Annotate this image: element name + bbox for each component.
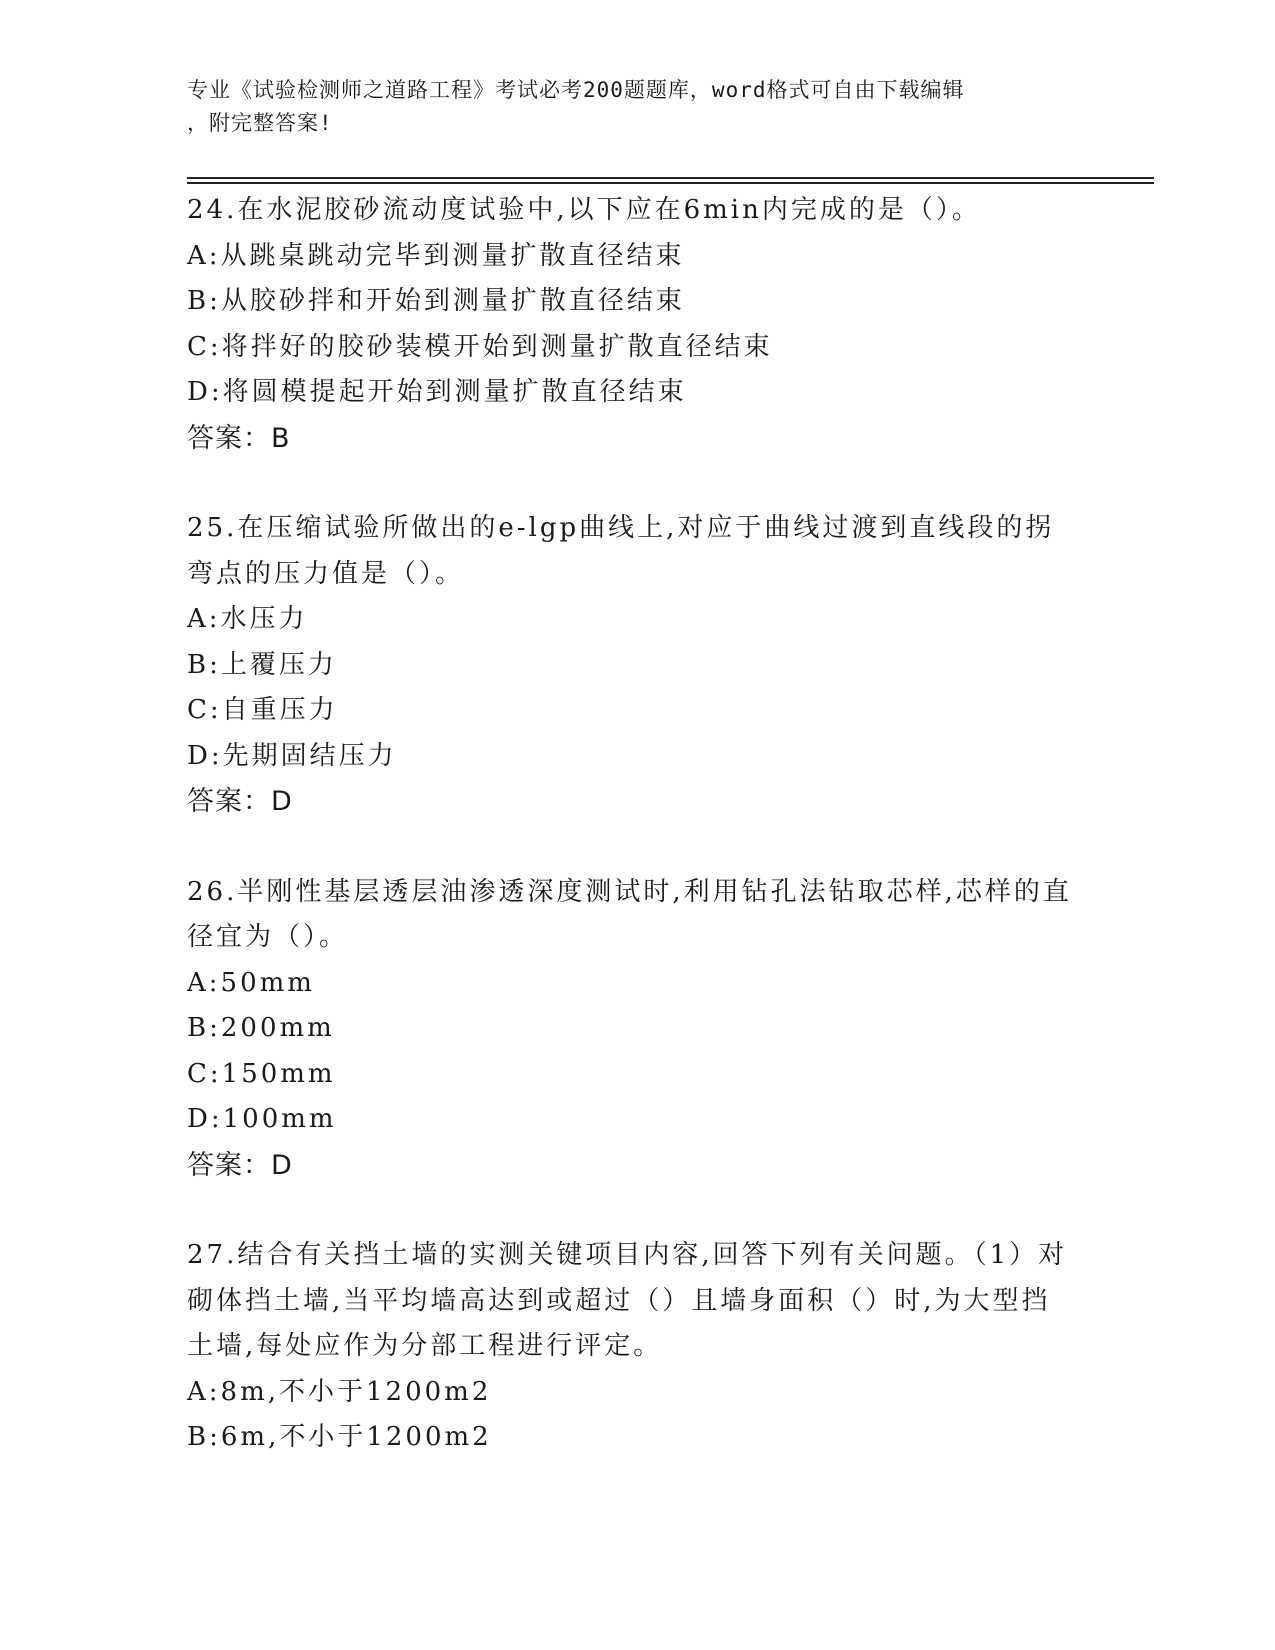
header-line-1: 专业《试验检测师之道路工程》考试必考200题题库，word格式可自由下载编辑 xyxy=(187,78,965,102)
option-b: B:6m,不小于1200m2 xyxy=(187,1422,492,1452)
option-c: C:150mm xyxy=(187,1058,336,1089)
question-stem: 土墙,每处应作为分部工程进行评定。 xyxy=(187,1331,663,1361)
option-b: B:上覆压力 xyxy=(187,649,337,680)
question-stem: 砌体挡土墙,当平均墙高达到或超过（）且墙身面积（）时,为大型挡 xyxy=(187,1285,1051,1316)
option-c: C:将拌好的胶砂装模开始到测量扩散直径结束 xyxy=(187,331,773,362)
header-divider-bottom xyxy=(187,182,1154,184)
answer-label: 答案：D xyxy=(187,786,293,817)
question-26 xyxy=(187,870,1087,1189)
option-a: A:8m,不小于1200m2 xyxy=(187,1376,492,1407)
option-a: A:50mm xyxy=(187,967,315,998)
question-stem: 弯点的压力值是（）。 xyxy=(187,558,465,589)
option-d: D:100mm xyxy=(187,1104,337,1134)
answer-label: 答案：D xyxy=(187,1149,293,1181)
question-27 xyxy=(187,1233,1087,1461)
question-stem: 径宜为（）。 xyxy=(187,922,349,952)
option-d: D:将圆模提起开始到测量扩散直径结束 xyxy=(187,377,687,407)
document-header xyxy=(187,74,1067,140)
option-a: A:水压力 xyxy=(187,604,308,634)
header-line-2: ，附完整答案! xyxy=(187,111,333,135)
question-24 xyxy=(187,188,1087,461)
question-list xyxy=(187,188,1087,1461)
option-b: B:从胶砂拌和开始到测量扩散直径结束 xyxy=(187,286,685,316)
option-b: B:200mm xyxy=(187,1013,335,1043)
question-stem: 27.结合有关挡土墙的实测关键项目内容,回答下列有关问题。（1）对 xyxy=(187,1240,1068,1270)
option-a: A:从跳桌跳动完毕到测量扩散直径结束 xyxy=(187,240,685,271)
question-25 xyxy=(187,506,1087,825)
header-divider-top xyxy=(187,177,1154,179)
option-c: C:自重压力 xyxy=(187,695,338,725)
question-stem: 26.半刚性基层透层油渗透深度测试时,利用钻孔法钻取芯样,芯样的直 xyxy=(187,876,1072,907)
question-stem: 25.在压缩试验所做出的e-lgp曲线上,对应于曲线过渡到直线段的拐 xyxy=(187,513,1055,543)
answer-label: 答案：B xyxy=(187,422,291,454)
question-stem: 24.在水泥胶砂流动度试验中,以下应在6min内完成的是（）。 xyxy=(187,195,981,225)
option-d: D:先期固结压力 xyxy=(187,740,397,771)
